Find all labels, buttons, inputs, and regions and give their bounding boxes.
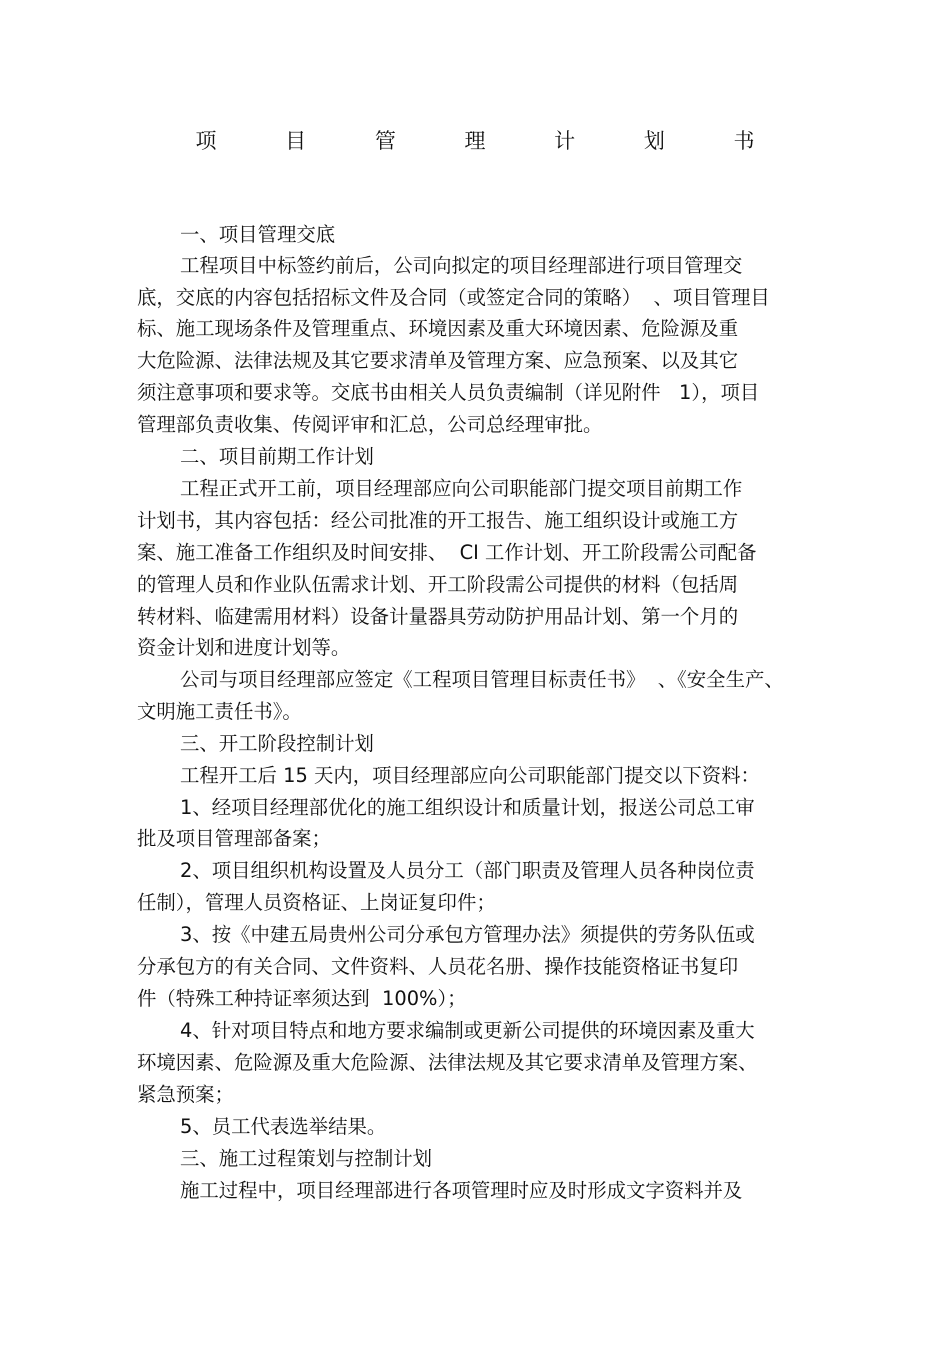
paragraph-line: 件（特殊工种持证率须达到 100%）； bbox=[137, 987, 467, 1010]
paragraph-line: 紧急预案； bbox=[137, 1083, 234, 1106]
list-item: 1、经项目经理部优化的施工组织设计和质量计划，报送公司总工审 bbox=[180, 796, 755, 819]
list-item: 3、按《中建五局贵州公司分承包方管理办法》须提供的劳务队伍或 bbox=[180, 923, 755, 946]
paragraph-line: 施工过程中，项目经理部进行各项管理时应及时形成文字资料并及 bbox=[180, 1179, 743, 1202]
section-heading-4: 三、施工过程策划与控制计划 bbox=[180, 1147, 433, 1170]
section-heading-3: 三、开工阶段控制计划 bbox=[180, 732, 374, 755]
paragraph-line: 分承包方的有关合同、文件资料、人员花名册、操作技能资格证书复印 bbox=[137, 955, 739, 978]
paragraph-line: 转材料、临建需用材料）设备计量器具劳动防护用品计划、第一个月的 bbox=[137, 605, 739, 628]
paragraph-line: 文明施工责任书》。 bbox=[137, 700, 302, 723]
section-heading-2: 二、项目前期工作计划 bbox=[180, 445, 374, 468]
paragraph-line: 大危险源、法律法规及其它要求清单及管理方案、应急预案、以及其它 bbox=[137, 349, 739, 372]
paragraph-line: 资金计划和进度计划等。 bbox=[137, 636, 351, 659]
paragraph-line: 案、施工准备工作组织及时间安排、 CI 工作计划、开工阶段需公司配备 bbox=[137, 541, 757, 564]
paragraph-line: 管理部负责收集、传阅评审和汇总，公司总经理审批。 bbox=[137, 413, 603, 436]
paragraph-line: 公司与项目经理部应签定《工程项目管理目标责任书》 、《安全生产、 bbox=[180, 668, 784, 691]
paragraph-line: 批及项目管理部备案； bbox=[137, 827, 331, 850]
paragraph-line: 的管理人员和作业队伍需求计划、开工阶段需公司提供的材料（包括周 bbox=[137, 573, 739, 596]
list-item: 2、项目组织机构设置及人员分工（部门职责及管理人员各种岗位责 bbox=[180, 859, 755, 882]
list-item: 5、员工代表选举结果。 bbox=[180, 1115, 387, 1138]
list-item: 4、针对项目特点和地方要求编制或更新公司提供的环境因素及重大 bbox=[180, 1019, 755, 1042]
section-heading-1: 一、项目管理交底 bbox=[180, 223, 336, 246]
paragraph-line: 须注意事项和要求等。交底书由相关人员负责编制（详见附件 1），项目 bbox=[137, 381, 760, 404]
paragraph-line: 底，交底的内容包括招标文件及合同（或签定合同的策略） 、项目管理目 bbox=[137, 286, 770, 309]
paragraph-line: 标、施工现场条件及管理重点、环境因素及重大环境因素、危险源及重 bbox=[137, 317, 739, 340]
document-title: 项 目 管 理 计 划 书 bbox=[195, 129, 786, 153]
paragraph-line: 计划书，其内容包括：经公司批准的开工报告、施工组织设计或施工方 bbox=[137, 509, 739, 532]
paragraph-line: 环境因素、危险源及重大危险源、法律法规及其它要求清单及管理方案、 bbox=[137, 1051, 758, 1074]
paragraph-line: 工程项目中标签约前后，公司向拟定的项目经理部进行项目管理交 bbox=[180, 254, 743, 277]
paragraph-line: 工程开工后 15 天内，项目经理部应向公司职能部门提交以下资料： bbox=[180, 764, 760, 787]
paragraph-line: 工程正式开工前，项目经理部应向公司职能部门提交项目前期工作 bbox=[180, 477, 743, 500]
paragraph-line: 任制），管理人员资格证、上岗证复印件； bbox=[137, 891, 496, 914]
